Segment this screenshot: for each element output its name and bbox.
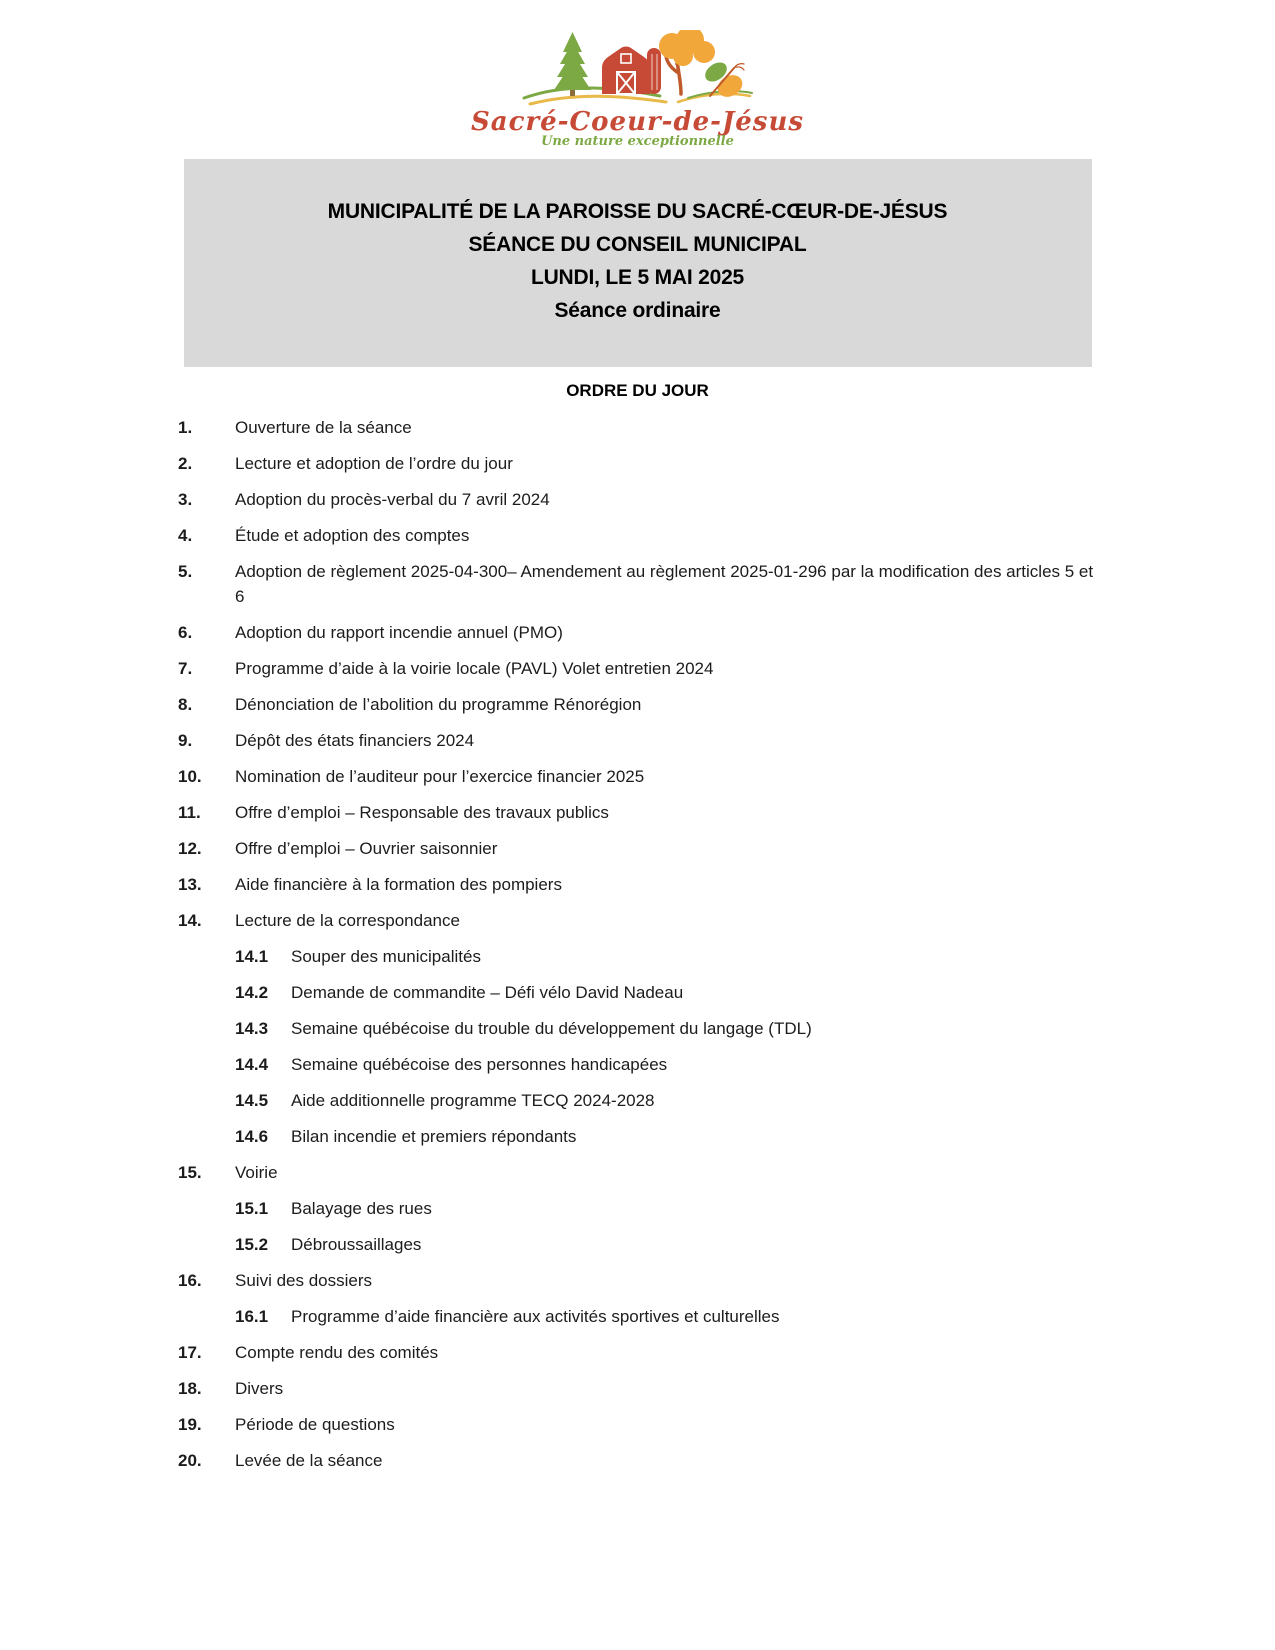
agenda-item-number: 17. bbox=[178, 1343, 202, 1362]
agenda-item bbox=[178, 656, 1098, 681]
agenda-item-text: Aide additionnelle programme TECQ 2024-2028 bbox=[291, 1091, 655, 1110]
agenda-item bbox=[178, 800, 1098, 825]
agenda-item bbox=[178, 1016, 1098, 1041]
agenda-title: ORDRE DU JOUR bbox=[566, 381, 709, 400]
agenda-item-text: Souper des municipalités bbox=[291, 947, 481, 966]
agenda-item-number: 8. bbox=[178, 695, 193, 714]
autumn-tree-icon bbox=[659, 30, 715, 94]
logo-tagline: Une nature exceptionnelle bbox=[541, 134, 734, 149]
agenda-item bbox=[178, 728, 1098, 753]
pine-tree-icon bbox=[554, 32, 591, 96]
agenda-item-text: Adoption du rapport incendie annuel (PMO) bbox=[235, 623, 563, 642]
agenda-item-text: Adoption de règlement 2025-04-300– Amendement au règlement 2025-01-296 par la modification des articles 5 et 6 bbox=[235, 562, 1094, 606]
agenda-item-text: Ouverture de la séance bbox=[235, 418, 412, 437]
agenda-item-number: 14.3 bbox=[235, 1019, 269, 1038]
agenda-item-number: 14.5 bbox=[235, 1091, 269, 1110]
municipality-logo bbox=[0, 0, 1275, 150]
agenda-item bbox=[178, 451, 1098, 476]
header-line-type: Séance ordinaire bbox=[554, 299, 721, 322]
agenda-item bbox=[178, 1088, 1098, 1113]
header-line-date: LUNDI, LE 5 MAI 2025 bbox=[530, 266, 745, 289]
agenda-item-number: 18. bbox=[178, 1379, 202, 1398]
agenda-item-number: 16. bbox=[178, 1271, 202, 1290]
agenda-item bbox=[178, 1412, 1098, 1437]
agenda-item-text: Aide financière à la formation des pompiers bbox=[235, 875, 562, 894]
agenda-list bbox=[178, 415, 1098, 1473]
header-line-session: SÉANCE DU CONSEIL MUNICIPAL bbox=[468, 233, 807, 256]
agenda-item bbox=[178, 836, 1098, 861]
agenda-item bbox=[178, 1448, 1098, 1473]
agenda-item bbox=[178, 1052, 1098, 1077]
agenda-item-text: Nomination de l’auditeur pour l’exercice financier 2025 bbox=[235, 767, 645, 786]
agenda-item-number: 14.6 bbox=[235, 1127, 269, 1146]
agenda-item-text: Levée de la séance bbox=[235, 1451, 383, 1470]
agenda-item-text: Demande de commandite – Défi vélo David Nadeau bbox=[291, 983, 684, 1002]
agenda-item bbox=[178, 523, 1098, 548]
agenda-item-text: Lecture de la correspondance bbox=[235, 911, 460, 930]
agenda-item-number: 3. bbox=[178, 490, 193, 509]
agenda-item-number: 19. bbox=[178, 1415, 202, 1434]
agenda-item-text: Semaine québécoise du trouble du développement du langage (TDL) bbox=[291, 1019, 812, 1038]
agenda-item-text: Compte rendu des comités bbox=[235, 1343, 439, 1362]
agenda-item-text: Semaine québécoise des personnes handicapées bbox=[291, 1055, 668, 1074]
agenda-item-number: 14. bbox=[178, 911, 202, 930]
agenda-item bbox=[178, 1268, 1098, 1293]
agenda-item-text: Bilan incendie et premiers répondants bbox=[291, 1127, 577, 1146]
agenda-item bbox=[178, 1376, 1098, 1401]
agenda-item-text: Adoption du procès-verbal du 7 avril 2024 bbox=[235, 490, 550, 509]
agenda-item-text: Offre d’emploi – Responsable des travaux publics bbox=[235, 803, 609, 822]
agenda-item-number: 13. bbox=[178, 875, 202, 894]
agenda-item-number: 12. bbox=[178, 839, 202, 858]
agenda-item bbox=[178, 487, 1098, 512]
agenda-item bbox=[178, 1304, 1098, 1329]
logo-illustration bbox=[518, 30, 758, 110]
agenda-item-number: 5. bbox=[178, 562, 193, 581]
agenda-item-text: Lecture et adoption de l’ordre du jour bbox=[235, 454, 513, 473]
logo-title: Sacré-Coeur-de-Jésus bbox=[471, 107, 804, 137]
agenda-item bbox=[178, 692, 1098, 717]
header-line-municipality: MUNICIPALITÉ DE LA PAROISSE DU SACRÉ-CŒUR-DE-JÉSUS bbox=[327, 200, 948, 223]
agenda-item-number: 15.2 bbox=[235, 1235, 269, 1254]
agenda-item bbox=[178, 944, 1098, 969]
agenda-item-number: 14.4 bbox=[235, 1055, 269, 1074]
agenda-item-text: Voirie bbox=[235, 1163, 278, 1182]
agenda-item-number: 14.1 bbox=[235, 947, 269, 966]
agenda-item-number: 4. bbox=[178, 526, 193, 545]
agenda-item-text: Programme d’aide financière aux activités sportives et culturelles bbox=[291, 1307, 780, 1326]
agenda-item-number: 2. bbox=[178, 454, 193, 473]
agenda-item-number: 15.1 bbox=[235, 1199, 269, 1218]
agenda-item bbox=[178, 1160, 1098, 1185]
agenda-item bbox=[178, 980, 1098, 1005]
agenda-item-text: Dénonciation de l’abolition du programme Rénorégion bbox=[235, 695, 642, 714]
agenda-item-text: Étude et adoption des comptes bbox=[235, 526, 470, 545]
agenda-item bbox=[178, 908, 1098, 933]
agenda-item bbox=[178, 1340, 1098, 1365]
agenda-item bbox=[178, 559, 1098, 609]
agenda-item-number: 14.2 bbox=[235, 983, 269, 1002]
agenda-item bbox=[178, 620, 1098, 645]
agenda-item-number: 6. bbox=[178, 623, 193, 642]
agenda-item-text: Période de questions bbox=[235, 1415, 395, 1434]
agenda-item-text: Offre d’emploi – Ouvrier saisonnier bbox=[235, 839, 498, 858]
agenda-item-number: 10. bbox=[178, 767, 202, 786]
agenda-item-number: 9. bbox=[178, 731, 193, 750]
agenda-item-text: Suivi des dossiers bbox=[235, 1271, 373, 1290]
agenda-item bbox=[178, 415, 1098, 440]
agenda-item bbox=[178, 1124, 1098, 1149]
agenda-item-number: 20. bbox=[178, 1451, 202, 1470]
agenda-item-text: Débroussaillages bbox=[291, 1235, 422, 1254]
agenda-item-number: 15. bbox=[178, 1163, 202, 1182]
agenda-item bbox=[178, 1232, 1098, 1257]
agenda-item-number: 11. bbox=[178, 803, 201, 822]
agenda-item-text: Divers bbox=[235, 1379, 284, 1398]
barn-icon bbox=[602, 47, 650, 95]
agenda-item-number: 7. bbox=[178, 659, 193, 678]
agenda-item-text: Programme d’aide à la voirie locale (PAVL) Volet entretien 2024 bbox=[235, 659, 714, 678]
agenda-item bbox=[178, 1196, 1098, 1221]
agenda-item bbox=[178, 872, 1098, 897]
agenda-item-number: 16.1 bbox=[235, 1307, 269, 1326]
agenda-item bbox=[178, 764, 1098, 789]
agenda-item-number: 1. bbox=[178, 418, 193, 437]
agenda-item-text: Dépôt des états financiers 2024 bbox=[235, 731, 475, 750]
meeting-header bbox=[184, 159, 1092, 367]
agenda-item-text: Balayage des rues bbox=[291, 1199, 432, 1218]
